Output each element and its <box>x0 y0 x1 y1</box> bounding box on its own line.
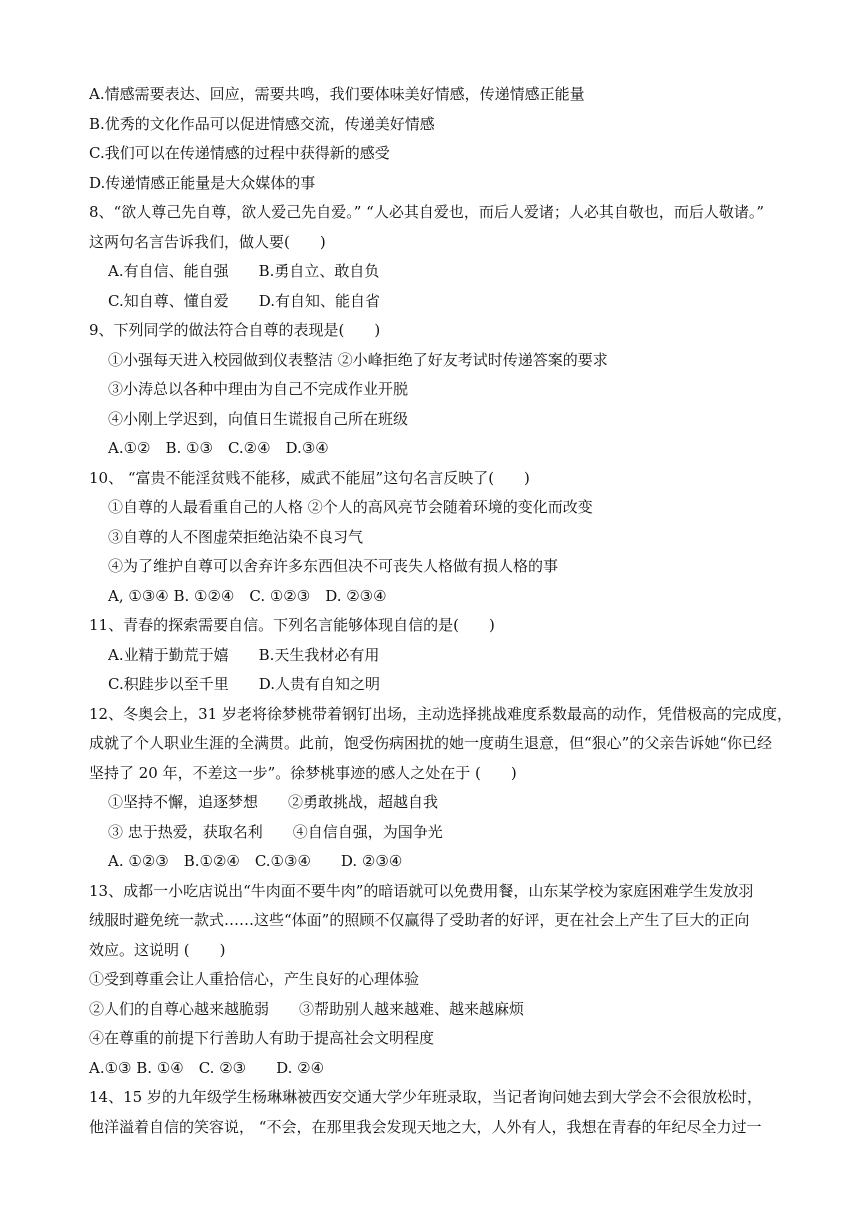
question-10-options: A, ①③④ B. ①②④ C. ①②③ D. ②③④ <box>108 587 387 605</box>
question-10-statement-12: ①自尊的人最看重自己的人格 ②个人的高风亮节会随着环境的变化而改变 <box>108 498 593 516</box>
question-13-stem-cont-1: 绒服时避免统一款式……这些“体面”的照顾不仅赢得了受助者的好评，更在社会上产生了巨大的正向 <box>89 911 750 929</box>
question-8-stem: 8、“欲人尊己先自尊，欲人爱己先自爱。” “人必其自爱也，而后人爱诸；人必其自敬也，而后人敬诸。” <box>89 203 764 221</box>
question-9-statement-4: ④小刚上学迟到，向值日生谎报自己所在班级 <box>108 410 409 428</box>
question-9-statement-3: ③小涛总以各种中理由为自己不完成作业开脱 <box>108 380 409 398</box>
question-13-statement-4: ④在尊重的前提下行善助人有助于提高社会文明程度 <box>89 1029 435 1047</box>
question-10-stem: 10、 “富贵不能淫贫贱不能移，威武不能屈”这句名言反映了( ) <box>89 469 530 487</box>
question-9-statement-12: ①小强每天进入校园做到仪表整洁 ②小峰拒绝了好友考试时传递答案的要求 <box>108 351 608 369</box>
question-11-stem: 11、青春的探索需要自信。下列名言能够体现自信的是( ) <box>89 616 495 634</box>
question-12-stem-cont-2: 坚持了 20 年，不差这一步”。徐梦桃事迹的感人之处在于 ( ) <box>89 764 517 782</box>
question-11-options-ab: A.业精于勤荒于嬉 B.天生我材必有用 <box>108 646 380 664</box>
option-7a: A.情感需要表达、回应，需要共鸣，我们要体味美好情感，传递情感正能量 <box>89 85 585 103</box>
question-9-stem: 9、下列同学的做法符合自尊的表现是( ) <box>89 321 381 339</box>
option-7d: D.传递情感正能量是大众媒体的事 <box>89 174 316 192</box>
question-8-options-ab: A.有自信、能自强 B.勇自立、敢自负 <box>108 262 380 280</box>
option-7b: B.优秀的文化作品可以促进情感交流，传递美好情感 <box>89 115 435 133</box>
question-14-stem: 14、15 岁的九年级学生杨琳琳被西安交通大学少年班录取，当记者询问她去到大学会不会很放松时， <box>89 1088 762 1106</box>
question-10-statement-4: ④为了维护自尊可以舍弃许多东西但决不可丧失人格做有损人格的事 <box>108 557 559 575</box>
question-11-options-cd: C.积跬步以至千里 D.人贵有自知之明 <box>108 675 380 693</box>
question-14-stem-cont: 他洋溢着自信的笑容说， “不会，在那里我会发现天地之大，人外有人，我想在青春的年纪尽全力过一 <box>89 1118 762 1136</box>
question-13-stem: 13、成都一小吃店说出“牛肉面不要牛肉”的暗语就可以免费用餐，山东某学校为家庭困难学生发放羽 <box>89 882 754 900</box>
question-8-options-cd: C.知自尊、懂自爱 D.有自知、能自省 <box>108 292 380 310</box>
question-8-stem-cont: 这两句名言告诉我们，做人要( ) <box>89 233 326 251</box>
question-13-options: A.①③ B. ①④ C. ②③ D. ②④ <box>89 1059 325 1077</box>
question-9-options: A.①② B. ①③ C.②④ D.③④ <box>108 439 329 457</box>
question-12-stem-cont-1: 成就了个人职业生涯的全满贯。此前，饱受伤病困扰的她一度萌生退意，但“狠心”的父亲告诉她“你已经 <box>89 734 773 752</box>
question-13-stem-cont-2: 效应。这说明 ( ) <box>89 941 226 959</box>
question-12-stem: 12、冬奥会上，31 岁老将徐梦桃带着钢钉出场，主动选择挑战难度系数最高的动作，凭借极高的完成度， <box>89 705 792 723</box>
question-12-statements-34: ③ 忠于热爱，获取名利 ④自信自强，为国争光 <box>108 823 443 841</box>
question-12-statements-12: ①坚持不懈，追逐梦想 ②勇敢挑战，超越自我 <box>108 793 439 811</box>
question-12-options: A. ①②③ B.①②④ C.①③④ D. ②③④ <box>108 852 403 870</box>
question-13-statement-1: ①受到尊重会让人重拾信心，产生良好的心理体验 <box>89 970 420 988</box>
question-10-statement-3: ③自尊的人不图虚荣拒绝沾染不良习气 <box>108 528 364 546</box>
question-13-statements-23: ②人们的自尊心越来越脆弱 ③帮助别人越来越难、越来越麻烦 <box>89 1000 525 1018</box>
option-7c: C.我们可以在传递情感的过程中获得新的感受 <box>89 144 390 162</box>
